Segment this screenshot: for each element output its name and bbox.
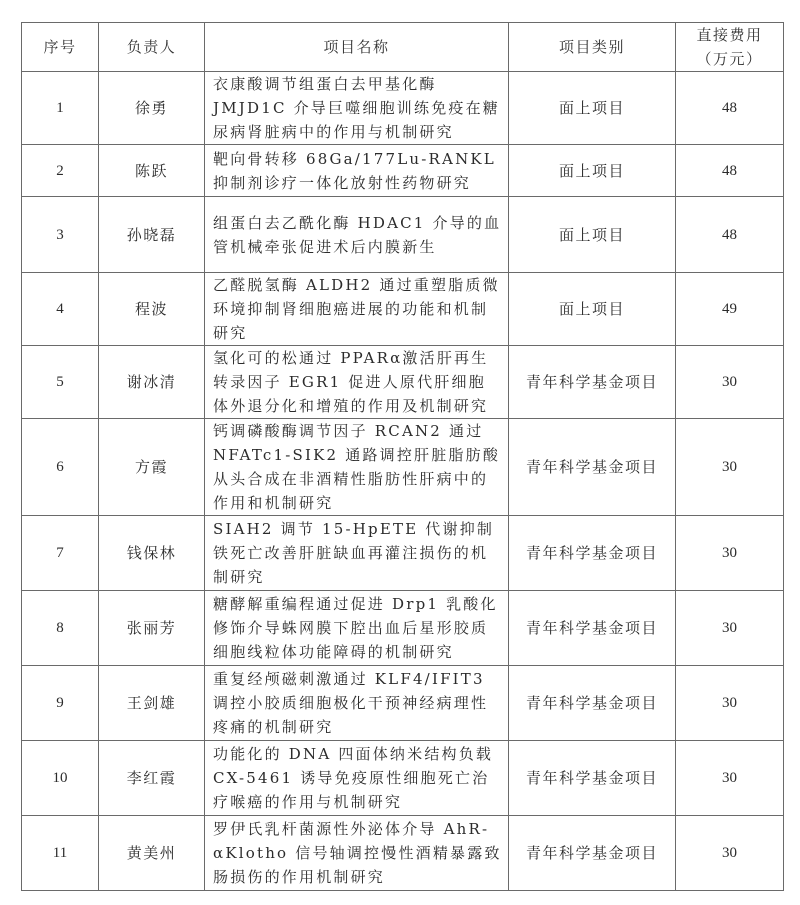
table-row [22,346,784,419]
cell-leader: 孙晓磊 [99,197,205,273]
cell-index: 4 [22,273,99,346]
cell-category: 面上项目 [509,197,676,273]
cell-index: 2 [22,145,99,197]
cell-leader: 张丽芳 [99,591,205,666]
cell-cost: 30 [676,591,784,666]
table-row [22,516,784,591]
cell-category: 青年科学基金项目 [509,346,676,419]
cell-category: 青年科学基金项目 [509,741,676,816]
cell-cost: 49 [676,273,784,346]
table-row [22,666,784,741]
cell-index: 11 [22,816,99,891]
cell-index: 3 [22,197,99,273]
cell-cost: 30 [676,741,784,816]
cell-project-name: 罗伊氏乳杆菌源性外泌体介导 AhR-αKlotho 信号轴调控慢性酒精暴露致肠损伤的作用机制研究 [205,816,509,891]
cell-cost: 30 [676,816,784,891]
cell-project-name: 氢化可的松通过 PPARα激活肝再生转录因子 EGR1 促进人原代肝细胞体外退分化和增殖的作用及机制研究 [205,346,509,419]
cell-cost: 48 [676,72,784,145]
cell-leader: 方霞 [99,419,205,516]
header-index: 序号 [22,23,99,72]
cell-cost: 48 [676,145,784,197]
table-row [22,816,784,891]
cell-leader: 钱保林 [99,516,205,591]
cell-leader: 程波 [99,273,205,346]
cell-project-name: 钙调磷酸酶调节因子 RCAN2 通过 NFATc1-SIK2 通路调控肝脏脂肪酸从头合成在非酒精性脂肪性肝病中的作用和机制研究 [205,419,509,516]
cell-project-name: 组蛋白去乙酰化酶 HDAC1 介导的血管机械牵张促进术后内膜新生 [205,197,509,273]
cell-project-name: 功能化的 DNA 四面体纳米结构负载 CX-5461 诱导免疫原性细胞死亡治疗喉癌的作用与机制研究 [205,741,509,816]
cell-category: 面上项目 [509,145,676,197]
cell-project-name: 靶向骨转移 68Ga/177Lu-RANKL 抑制剂诊疗一体化放射性药物研究 [205,145,509,197]
cell-category: 青年科学基金项目 [509,816,676,891]
cell-leader: 徐勇 [99,72,205,145]
project-table [21,22,784,891]
cell-category: 青年科学基金项目 [509,666,676,741]
cell-leader: 陈跃 [99,145,205,197]
cell-leader: 黄美州 [99,816,205,891]
cell-project-name: 衣康酸调节组蛋白去甲基化酶 JMJD1C 介导巨噬细胞训练免疫在糖尿病肾脏病中的作用与机制研究 [205,72,509,145]
header-cost [676,23,784,72]
header-row [22,23,784,72]
cell-project-name: 糖酵解重编程通过促进 Drp1 乳酸化修饰介导蛛网膜下腔出血后星形胶质细胞线粒体功能障碍的机制研究 [205,591,509,666]
table-row [22,197,784,273]
cell-index: 6 [22,419,99,516]
cell-index: 8 [22,591,99,666]
cell-category: 青年科学基金项目 [509,591,676,666]
cell-category: 青年科学基金项目 [509,419,676,516]
cell-cost: 30 [676,346,784,419]
table-row [22,591,784,666]
cell-cost: 30 [676,516,784,591]
header-cost-line1: 直接费用 [696,26,763,44]
cell-category: 面上项目 [509,72,676,145]
cell-cost: 30 [676,666,784,741]
cell-index: 7 [22,516,99,591]
cell-category: 青年科学基金项目 [509,516,676,591]
cell-project-name: 重复经颅磁刺激通过 KLF4/IFIT3 调控小胶质细胞极化干预神经病理性疼痛的机制研究 [205,666,509,741]
cell-leader: 谢冰清 [99,346,205,419]
header-cost-line2: （万元） [696,50,763,68]
table-row [22,419,784,516]
cell-index: 5 [22,346,99,419]
cell-cost: 30 [676,419,784,516]
cell-leader: 王剑雄 [99,666,205,741]
table-row [22,72,784,145]
cell-category: 面上项目 [509,273,676,346]
cell-index: 9 [22,666,99,741]
header-leader: 负责人 [99,23,205,72]
table-row [22,145,784,197]
table-row [22,273,784,346]
cell-project-name: SIAH2 调节 15-HpETE 代谢抑制铁死亡改善肝脏缺血再灌注损伤的机制研究 [205,516,509,591]
cell-project-name: 乙醛脱氢酶 ALDH2 通过重塑脂质微环境抑制肾细胞癌进展的功能和机制研究 [205,273,509,346]
cell-leader: 李红霞 [99,741,205,816]
header-category: 项目类别 [509,23,676,72]
cell-index: 1 [22,72,99,145]
header-project-name: 项目名称 [205,23,509,72]
table-row [22,741,784,816]
cell-index: 10 [22,741,99,816]
cell-cost: 48 [676,197,784,273]
